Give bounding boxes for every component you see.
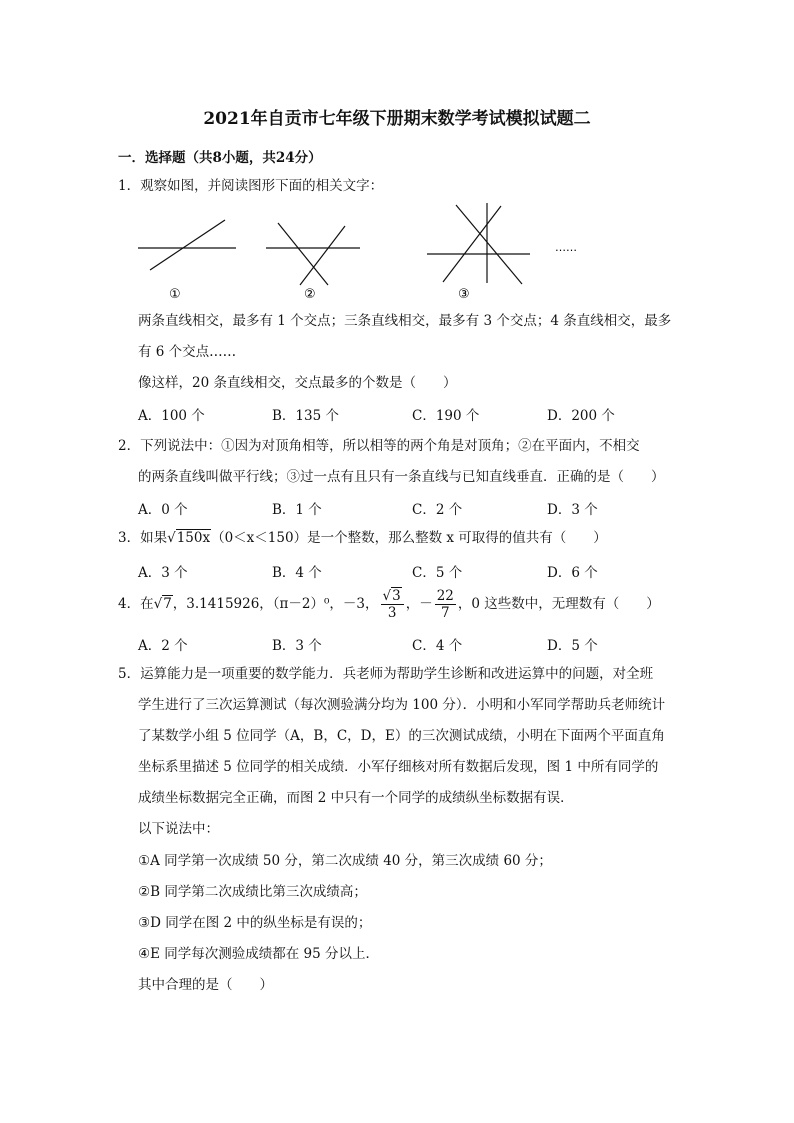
- question-2-line-2: 的两条直线叫做平行线；③过一点有且只有一条直线与已知直线垂直．正确的是（ ）: [138, 469, 665, 485]
- question-number: 5．: [118, 666, 141, 682]
- question-5-line-2: 学生进行了三次运算测试（每次测验满分均为 100 分）．小明和小军同学帮助兵老师统计: [138, 697, 666, 713]
- question-text: 下列说法中：①因为对顶角相等，所以相等的两个角是对顶角；②在平面内，不相交: [140, 438, 640, 454]
- fig2-line-down: [278, 223, 328, 285]
- option-a: A．100 个: [138, 408, 205, 424]
- question-number: 2．: [118, 438, 141, 454]
- intersecting-lines-figure: [130, 198, 600, 313]
- question-4-stem: [118, 584, 660, 624]
- option-b: B．4 个: [272, 565, 322, 581]
- page-title: 2021年自贡市七年级下册期末数学考试模拟试题二: [203, 109, 591, 129]
- option-a: A．3 个: [138, 565, 188, 581]
- question-5-line-1: [118, 665, 653, 683]
- continuation-ellipsis: ……: [555, 241, 577, 254]
- question-1-stem: [118, 177, 383, 195]
- option-a: A．0 个: [138, 502, 188, 518]
- question-text: ，3.1415926，（π－2）⁰，－3，: [172, 596, 379, 612]
- radicand: 150x: [176, 530, 211, 546]
- question-2-line-1: [118, 437, 640, 455]
- question-3-stem: [118, 529, 607, 547]
- radicand: 7: [163, 596, 172, 612]
- numerator: 3: [392, 588, 401, 604]
- option-b: B．3 个: [272, 638, 322, 654]
- fig1-line-slant: [150, 220, 225, 270]
- fraction-sqrt3-over-3: $\frac{√3}{3}$: [381, 588, 404, 621]
- question-5-line-4: 坐标系里描述 5 位同学的相关成绩．小军仔细核对所有数据后发现，图 1 中所有同学的: [138, 759, 659, 775]
- question-1-text-2: 有 6 个交点……: [138, 344, 237, 360]
- question-text: 如果: [140, 530, 168, 546]
- option-a: A．2 个: [138, 638, 188, 654]
- question-5-intro: 以下说法中：: [138, 821, 219, 837]
- question-number: 4．: [118, 596, 141, 612]
- fig1-label: ①: [169, 287, 181, 302]
- sqrt-expression: √7: [153, 596, 172, 612]
- fraction-22-over-7: [435, 588, 456, 621]
- option-b: B．135 个: [272, 408, 339, 424]
- fig3-line-up: [443, 206, 501, 282]
- question-5-ask: 其中合理的是（ ）: [138, 977, 273, 993]
- option-c: C．190 个: [412, 408, 480, 424]
- option-d: D．5 个: [547, 638, 598, 654]
- question-text: 运算能力是一项重要的数学能力．兵老师为帮助学生诊断和改进运算中的问题，对全班: [140, 666, 654, 682]
- option-d: D．200 个: [547, 408, 615, 424]
- denominator: 7: [441, 605, 450, 621]
- fig3-line-down: [456, 205, 522, 284]
- fig2-line-up: [300, 226, 345, 285]
- statement-2: ②B 同学第二次成绩比第三次成绩高；: [138, 884, 367, 900]
- option-c: C．2 个: [412, 502, 463, 518]
- fig3-label: ③: [458, 287, 470, 302]
- question-text: 在: [140, 596, 154, 612]
- question-text: （0＜x＜150）是一个整数，那么整数 x 可取得的值共有（ ）: [211, 530, 607, 546]
- question-1-text-1: 两条直线相交，最多有 1 个交点；三条直线相交，最多有 3 个交点；4 条直线相交，最多: [138, 313, 672, 329]
- option-d: D．3 个: [547, 502, 598, 518]
- statement-3: ③D 同学在图 2 中的纵坐标是有误的；: [138, 915, 372, 931]
- question-text: 观察如图，并阅读图形下面的相关文字：: [140, 178, 384, 194]
- fig2-label: ②: [304, 287, 316, 302]
- question-number: 3．: [118, 530, 141, 546]
- statement-4: ④E 同学每次测验成绩都在 95 分以上．: [138, 946, 380, 962]
- option-c: C．4 个: [412, 638, 463, 654]
- question-5-line-5: 成绩坐标数据完全正确，而图 2 中只有一个同学的成绩纵坐标数据有误．: [138, 790, 574, 806]
- section-heading: 一．选择题（共8小题，共24分）: [118, 150, 322, 166]
- numerator: 22: [436, 588, 454, 604]
- question-number: 1．: [118, 178, 141, 194]
- denominator: 3: [387, 605, 397, 621]
- option-b: B．1 个: [272, 502, 322, 518]
- question-1-text-3: 像这样，20 条直线相交，交点最多的个数是（ ）: [138, 375, 457, 391]
- question-5-line-3: 了某数学小组 5 位同学（A，B，C，D，E）的三次测试成绩，小明在下面两个平面直角: [138, 728, 665, 744]
- statement-1: ①A 同学第一次成绩 50 分，第二次成绩 40 分，第三次成绩 60 分；: [138, 853, 552, 869]
- option-d: D．6 个: [547, 565, 598, 581]
- sqrt-expression: √150x: [167, 530, 211, 546]
- question-text: ，－: [405, 596, 433, 612]
- question-text: ，0 这些数中，无理数有（ ）: [457, 596, 660, 612]
- option-c: C．5 个: [412, 565, 463, 581]
